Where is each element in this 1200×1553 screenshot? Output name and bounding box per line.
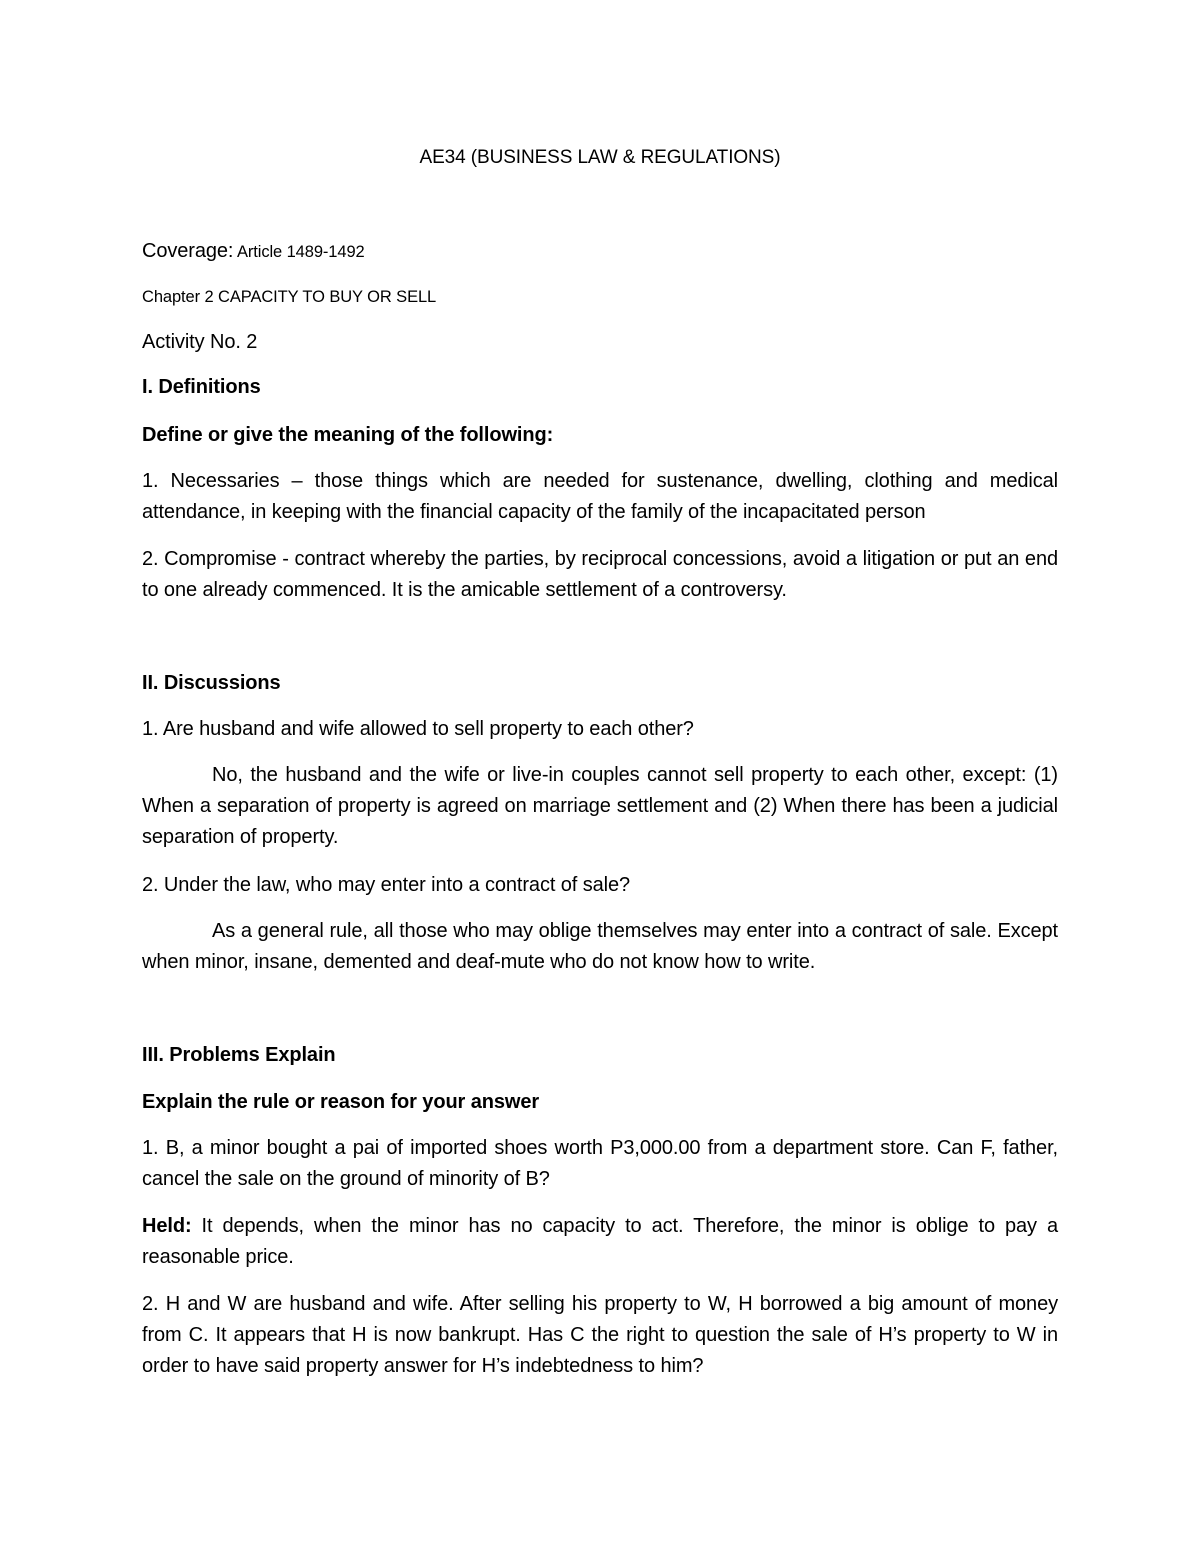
coverage-line: [142, 236, 365, 268]
section3-instruction: Explain the rule or reason for your answer: [142, 1091, 540, 1113]
coverage-value: Article 1489-1492: [233, 243, 365, 261]
discussion-answer-2: As a general rule, all those who may oblige themselves may enter into a contract of sale. Except when minor, insane, demented and deaf-mute who do not know how to write.: [142, 920, 1058, 973]
section1-instruction: Define or give the meaning of the following:: [142, 424, 554, 446]
activity-line: Activity No. 2: [142, 331, 258, 353]
definition-compromise: 2. Compromise - contract whereby the parties, by reciprocal concessions, avoid a litigation or put an end to one already commenced. It is the amicable settlement of a controversy.: [142, 548, 1058, 601]
section3-heading: III. Problems Explain: [142, 1044, 336, 1066]
coverage-label: Coverage:: [142, 240, 234, 262]
held-text: It depends, when the minor has no capacity to act. Therefore, the minor is oblige to pay a reasonable price.: [142, 1215, 1058, 1268]
discussion-question-2: 2. Under the law, who may enter into a contract of sale?: [142, 874, 631, 896]
problem-1: 1. B, a minor bought a pai of imported shoes worth P3,000.00 from a department store. Can F, father, cancel the sale on the ground of minority of B?: [142, 1137, 1058, 1190]
definition-necessaries: 1. Necessaries – those things which are needed for sustenance, dwelling, clothing and medical attendance, in keeping with the financial capacity of the family of the incapacitated person: [142, 470, 1058, 523]
discussion-answer-1: No, the husband and the wife or live-in couples cannot sell property to each other, except: (1) When a separation of property is agreed on marriage settlement and (2) When there has been a judicial separation of property.: [142, 764, 1058, 848]
chapter-line: Chapter 2 CAPACITY TO BUY OR SELL: [142, 288, 437, 306]
discussion-question-1: 1. Are husband and wife allowed to sell property to each other?: [142, 718, 694, 740]
section1-heading: I. Definitions: [142, 376, 261, 398]
problem-1-answer: [142, 1211, 1058, 1273]
problem-2: 2. H and W are husband and wife. After selling his property to W, H borrowed a big amount of money from C. It appears that H is now bankrupt. Has C the right to question the sale of H’s property to W in order to have said property answer for H’s indebtedness to him?: [142, 1293, 1058, 1377]
document-title: AE34 (BUSINESS LAW & REGULATIONS): [419, 147, 781, 168]
section2-heading: II. Discussions: [142, 672, 281, 694]
held-label: Held:: [142, 1215, 192, 1237]
